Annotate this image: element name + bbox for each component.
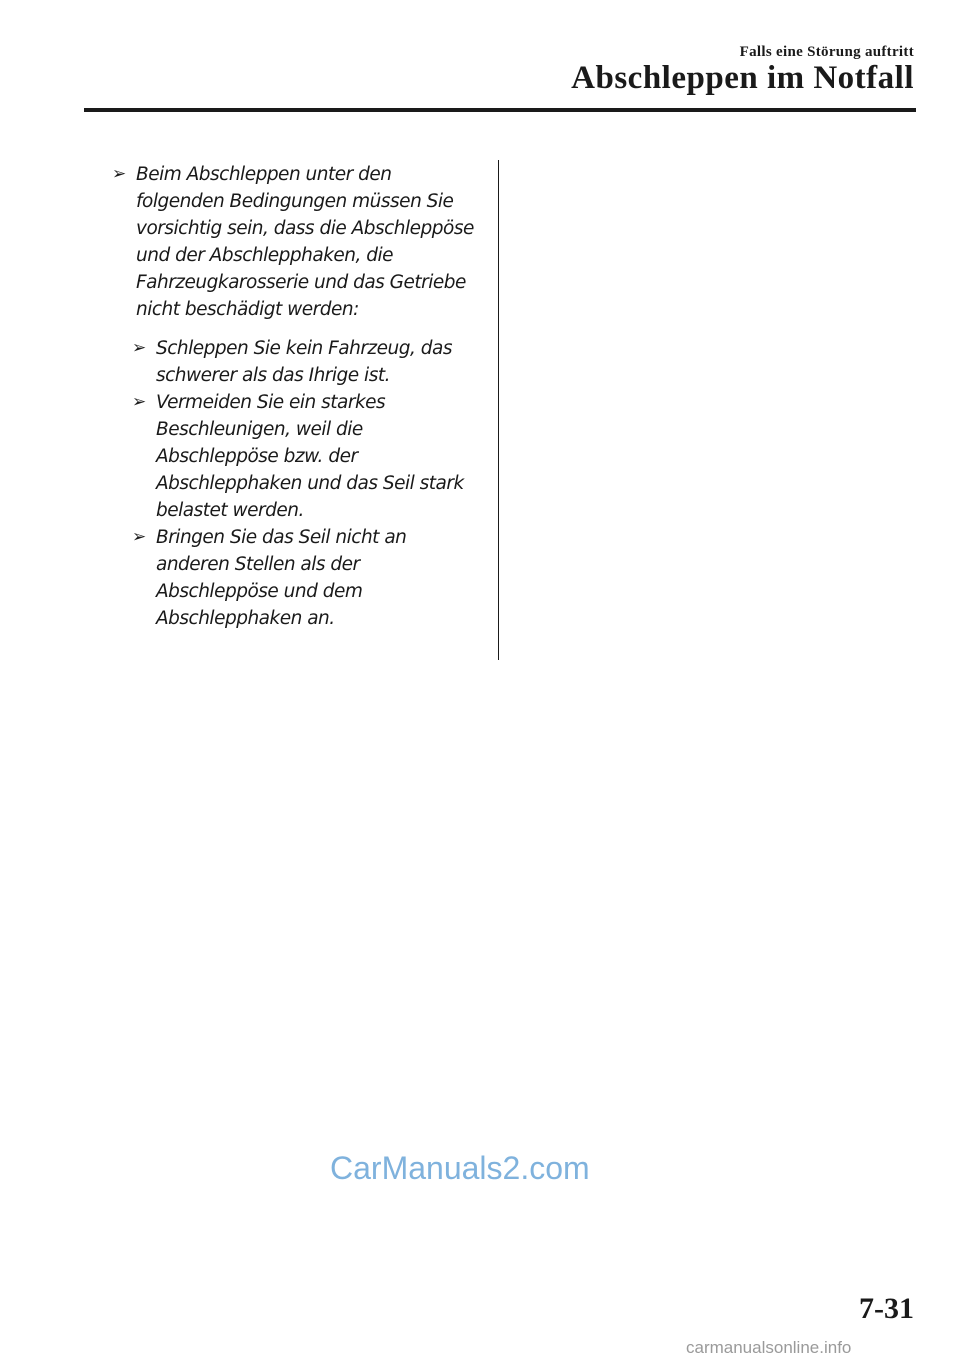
content-column	[112, 161, 484, 632]
sub-bullet-item	[132, 389, 484, 524]
section-heading: Falls eine Störung auftritt	[739, 44, 914, 60]
sub-bullet-text: Vermeiden Sie ein starkes Beschleunigen, weil die Abschleppöse bzw. der Abschlepphaken und das Seil stark belastet werden.	[156, 392, 464, 521]
page-number: 7-31	[859, 1292, 914, 1325]
footer-url: carmanualsonline.info	[686, 1338, 852, 1357]
column-divider	[498, 160, 499, 660]
sub-bullet-text: Bringen Sie das Seil nicht an anderen Stellen als der Abschleppöse und dem Abschlepphaken an.	[156, 527, 407, 629]
arrow-bullet-icon: ➢	[132, 338, 146, 358]
sub-bullet-item	[132, 335, 484, 389]
arrow-bullet-icon: ➢	[132, 392, 146, 412]
arrow-bullet-icon: ➢	[112, 164, 126, 184]
caution-bullet-text: Beim Abschleppen unter den folgenden Bedingungen müssen Sie vorsichtig sein, dass die Abschleppöse und der Abschlepphaken, die Fahrzeugkarosserie und das Getriebe nicht beschädigt werden:	[136, 164, 474, 320]
header-divider	[84, 108, 916, 112]
caution-bullet	[112, 161, 484, 323]
page-title: Abschleppen im Notfall	[571, 60, 914, 96]
sub-bullet-list	[132, 335, 484, 632]
sub-bullet-text: Schleppen Sie kein Fahrzeug, das schwerer als das Ihrige ist.	[156, 338, 452, 386]
watermark: CarManuals2.com	[330, 1150, 590, 1186]
arrow-bullet-icon: ➢	[132, 527, 146, 547]
sub-bullet-item	[132, 524, 484, 632]
